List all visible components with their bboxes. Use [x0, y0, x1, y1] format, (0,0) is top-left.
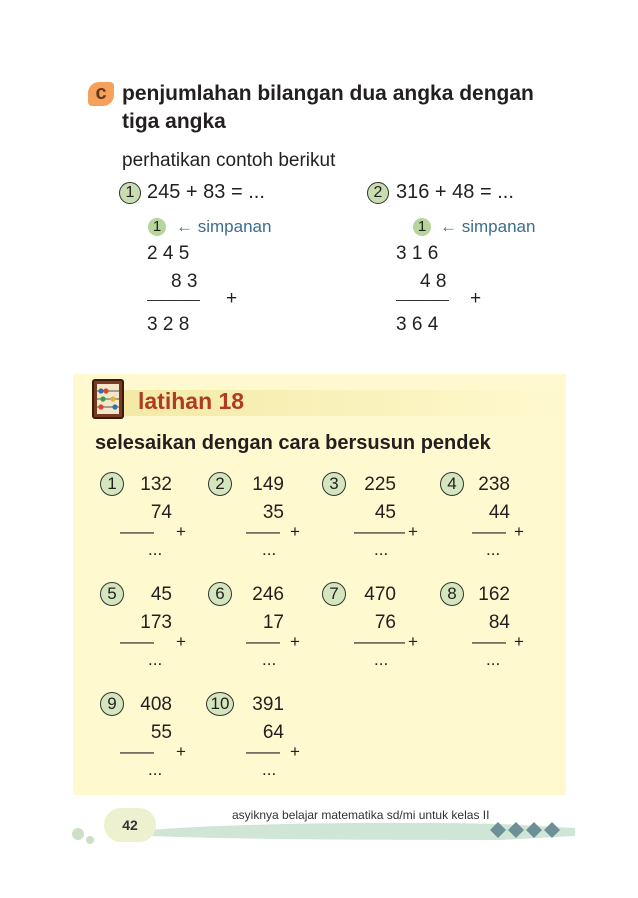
exercise-sum-line: ——	[472, 522, 506, 541]
exercise-number: 5	[100, 582, 124, 606]
plus-sign: +	[470, 288, 482, 309]
exercise-title: latihan 18	[138, 388, 245, 414]
exercise-plus-sign: +	[290, 522, 300, 541]
exercise-answer-blank: ...	[486, 650, 501, 669]
exercise-answer-blank: ...	[148, 650, 163, 669]
example-number: 1	[119, 182, 141, 204]
addend-2: 8 3	[171, 271, 198, 292]
sum-result: 3 2 8	[147, 314, 190, 335]
exercise-number: 9	[100, 692, 124, 716]
exercise-sum-line: ——	[472, 632, 506, 651]
exercise-answer-blank: ...	[374, 650, 389, 669]
sum-result: 3 6 4	[396, 314, 439, 335]
exercise-top-number: 132	[140, 474, 172, 495]
example-problem: 316 + 48 = ...	[396, 181, 514, 203]
exercise-sum-line: ——	[246, 742, 280, 761]
exercise-sum-line: ———	[354, 632, 405, 651]
exercise-answer-blank: ...	[148, 760, 163, 779]
exercise-number: 8	[440, 582, 464, 606]
example-problem: 245 + 83 = ...	[147, 181, 265, 203]
exercise-top-number: 246	[252, 584, 284, 605]
exercise-top-number: 408	[140, 694, 172, 715]
exercise-sum-line: ——	[120, 632, 154, 651]
exercise-number: 10	[206, 692, 234, 716]
exercise-top-number: 45	[150, 584, 172, 605]
exercise-bottom-number: 74	[150, 502, 172, 523]
exercise-answer-blank: ...	[486, 540, 501, 559]
exercise-answer-blank: ...	[262, 760, 277, 779]
exercise-top-number: 470	[364, 584, 396, 605]
exercise-number: 2	[208, 472, 232, 496]
exercise-instruction: selesaikan dengan cara bersusun pendek	[95, 432, 491, 454]
exercise-number: 3	[322, 472, 346, 496]
exercise-plus-sign: +	[176, 522, 186, 541]
sum-line: ————	[396, 291, 448, 307]
exercise-plus-sign: +	[514, 632, 524, 651]
exercise-bottom-number: 17	[262, 612, 284, 633]
exercise-top-number: 225	[364, 474, 396, 495]
exercise-number: 4	[440, 472, 464, 496]
exercise-plus-sign: +	[290, 632, 300, 651]
exercise-sum-line: ——	[246, 522, 280, 541]
exercise-plus-sign: +	[176, 632, 186, 651]
exercise-bottom-number: 44	[488, 502, 510, 523]
exercise-sum-line: ——	[246, 632, 280, 651]
exercise-number: 7	[322, 582, 346, 606]
carry-digit: 1	[413, 218, 431, 236]
page-number: 42	[104, 808, 156, 842]
exercise-answer-blank: ...	[262, 650, 277, 669]
footer-book-title: asyiknya belajar matematika sd/mi untuk kelas II	[232, 808, 490, 822]
section-title	[122, 80, 582, 136]
exercise-bottom-number: 45	[374, 502, 396, 523]
addend-1: 3 1 6	[396, 243, 439, 264]
exercise-top-number: 149	[252, 474, 284, 495]
carry-digit: 1	[148, 218, 166, 236]
exercise-number: 1	[100, 472, 124, 496]
example-number: 2	[367, 182, 389, 204]
exercise-plus-sign: +	[176, 742, 186, 761]
intro-text: perhatikan contoh berikut	[122, 150, 336, 171]
carry-label: ← simpanan	[440, 217, 536, 236]
exercise-bottom-number: 84	[488, 612, 510, 633]
exercise-top-number: 162	[478, 584, 510, 605]
exercise-bottom-number: 55	[150, 722, 172, 743]
exercise-bottom-number: 173	[140, 612, 172, 633]
exercise-sum-line: ——	[120, 742, 154, 761]
exercise-plus-sign: +	[408, 632, 418, 651]
exercise-plus-sign: +	[514, 522, 524, 541]
exercise-sum-line: ——	[120, 522, 154, 541]
exercise-answer-blank: ...	[262, 540, 277, 559]
exercise-top-number: 391	[252, 694, 284, 715]
abacus-icon	[90, 377, 126, 421]
exercise-sum-line: ———	[354, 522, 405, 541]
exercise-number: 6	[208, 582, 232, 606]
exercise-bottom-number: 35	[262, 502, 284, 523]
addend-1: 2 4 5	[147, 243, 190, 264]
section-title-line-2: tiga angka	[122, 110, 226, 133]
exercise-answer-blank: ...	[148, 540, 163, 559]
sum-line: ————	[147, 291, 199, 307]
exercise-plus-sign: +	[408, 522, 418, 541]
exercise-bottom-number: 64	[262, 722, 284, 743]
exercise-bottom-number: 76	[374, 612, 396, 633]
carry-label: ← simpanan	[176, 217, 272, 236]
exercise-plus-sign: +	[290, 742, 300, 761]
exercise-answer-blank: ...	[374, 540, 389, 559]
section-letter-badge: c	[88, 82, 114, 106]
section-title-line-1: penjumlahan bilangan dua angka dengan	[122, 82, 534, 105]
plus-sign: +	[226, 288, 238, 309]
addend-2: 4 8	[420, 271, 447, 292]
exercise-top-number: 238	[478, 474, 510, 495]
